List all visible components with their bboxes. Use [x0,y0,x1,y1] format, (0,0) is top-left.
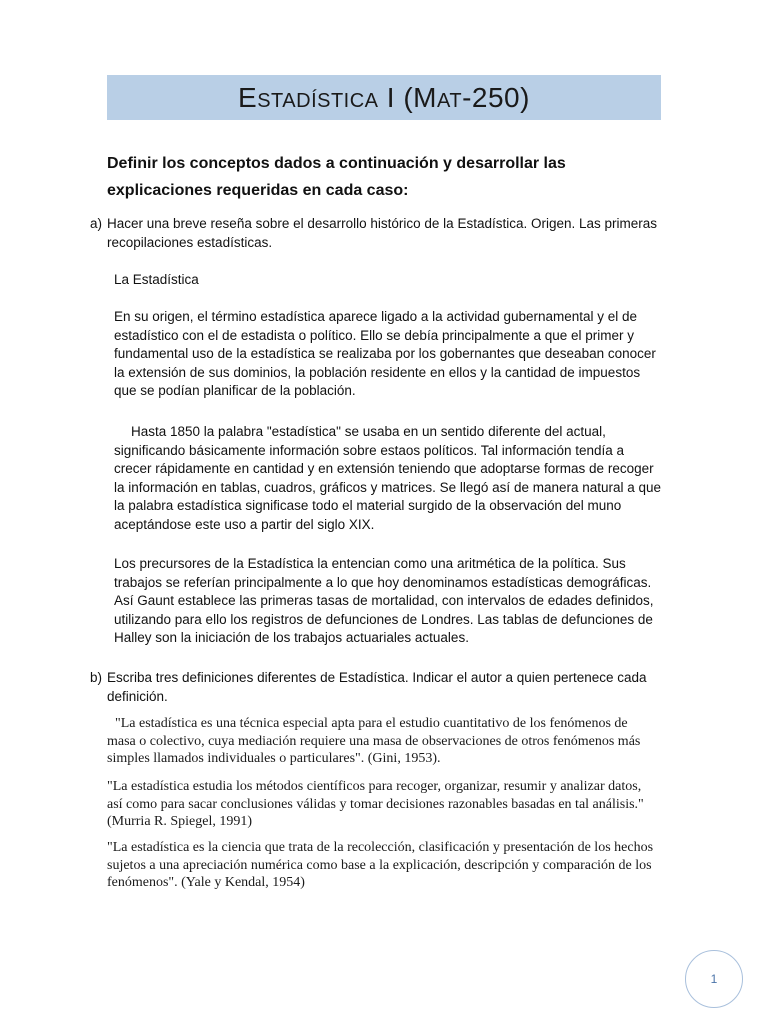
page-number: 1 [710,972,718,986]
title-text: Estadística I (Mat-250) [238,81,530,113]
instructions: Definir los conceptos dados a continuación y desarrollar las explicaciones requeridas en cada caso: [107,155,566,199]
question-b [90,668,670,706]
page-number-badge [685,950,743,1008]
definition-quote-3: "La estadística es la ciencia que trata de la recolección, clasificación y presentación de los hechos sujetos a una apreciación numérica como base a la explicación, descripción y comparación de los fenómenos". (Yale y Kendal, 1954) [107,840,654,890]
question-b-text: Escriba tres definiciones diferentes de Estadística. Indicar el autor a quien pertenece cada definición. [107,670,647,704]
question-a-text: Hacer una breve reseña sobre el desarrollo histórico de la Estadística. Origen. Las primeras recopilaciones estadísticas. [107,216,658,250]
definition-quote-2: "La estadística estudia los métodos científicos para recoger, organizar, resumir y analizar datos, así como para sacar conclusiones válidas y tomar decisiones razonables basadas en tal análisis." (Murria R. Spiegel, 1991) [107,779,644,829]
section-heading: La Estadística [114,272,199,287]
paragraph-1: En su origen, el término estadística aparece ligado a la actividad gubernamental y el de estadístico con el de estadista o político. Ello se debía principalmente a que el primer y fundamental uso de la estadística se realizaba por los gobernantes que deseaban conocer la extensión de sus dominios, la población residente en ellos y la cantidad de impuestos que se podían planificar de la población. [114,309,656,398]
definition-quote-1: "La estadística es una técnica especial apta para el estudio cuantitativo de los fenómenos de masa o colectivo, cuya mediación requiere una masa de observaciones de otros fenómenos más simples llamados individuales o particulares". (Gini, 1953). [107,716,641,766]
document-title [107,75,661,120]
question-a-letter: a) [90,216,103,231]
question-b-letter: b) [90,670,103,685]
question-a [90,214,670,252]
paragraph-2: Hasta 1850 la palabra "estadística" se usaba en un sentido diferente del actual, significando básicamente información sobre estaos políticos. Tal información tendía a crecer rápidamente en cantidad y en extensión teniendo que adoptarse formas de recoger la información en tablas, cuadros, gráficos y matrices. Se llegó así de manera natural a que la palabra estadística significase todo el material surgido de la observación del muno aceptándose este uso a partir del siglo XIX. [114,424,662,532]
paragraph-3: Los precursores de la Estadística la entencian como una aritmética de la política. Sus trabajos se referían principalmente a lo que hoy denominamos estadísticas demográficas. Así Gaunt establece las primeras tasas de mortalidad, con intervalos de edades definidos, utilizando para ello los registros de defunciones de Londres. Las tablas de defunciones de Halley son la iniciación de los trabajos actuariales actuales. [114,556,654,645]
